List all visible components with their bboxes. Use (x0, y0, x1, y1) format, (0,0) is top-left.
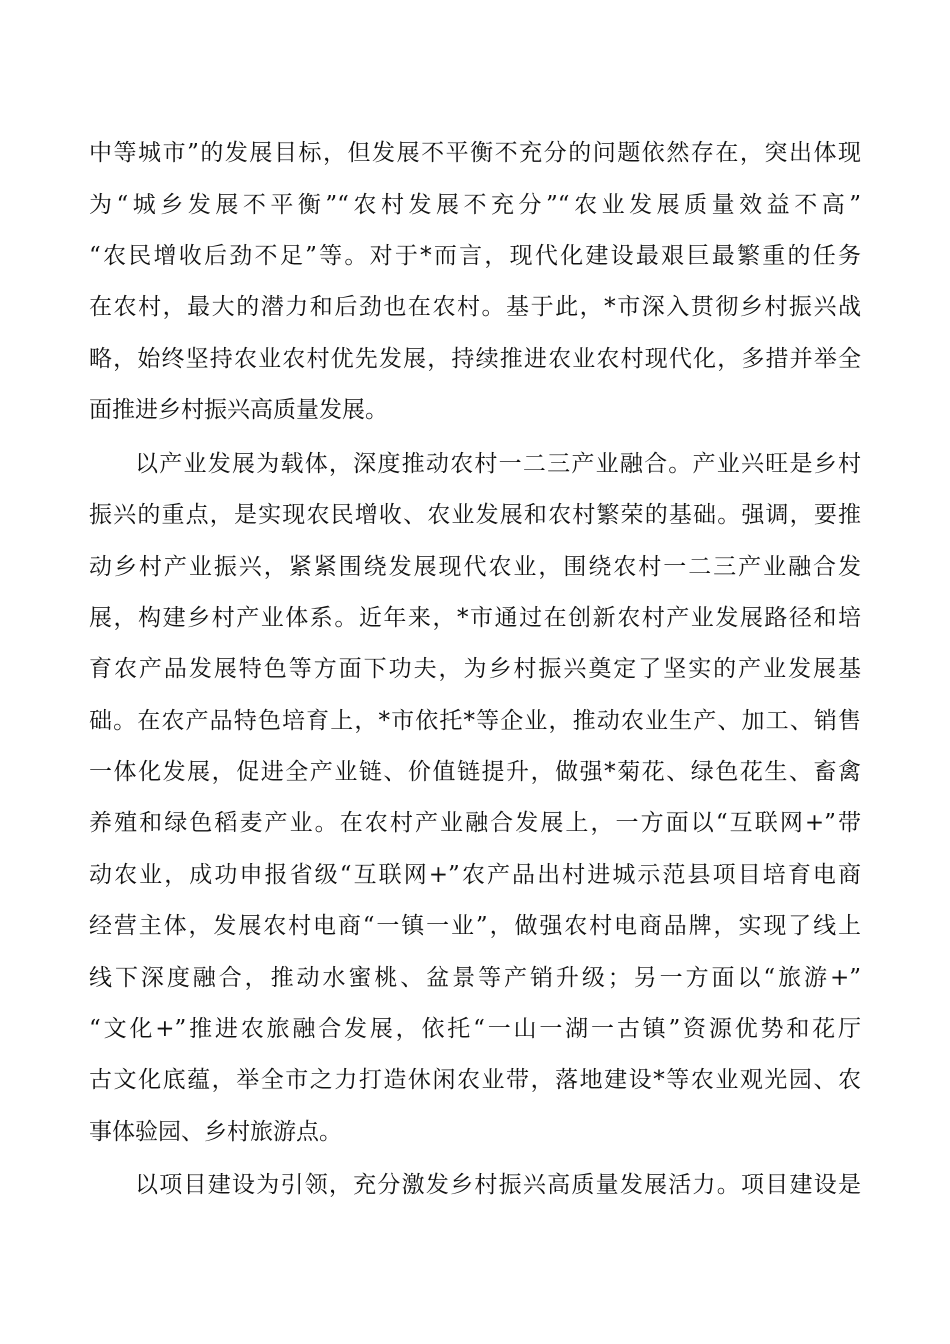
text-line: 事体验园、乡村旅游点。 (89, 1119, 342, 1145)
text-line: 经营主体，发展农村电商“一镇一业”，做强农村电商品牌，实现了线上 (89, 913, 861, 939)
text-line: 一体化发展，促进全产业链、价值链提升，做强*菊花、绿色花生、畜禽 (89, 759, 861, 785)
text-line: “文化+”推进农旅融合发展，依托“一山一湖一古镇”资源优势和花厅 (89, 1016, 861, 1042)
paragraph-first-line: 以产业发展为载体，深度推动农村一二三产业融合。产业兴旺是乡村 (135, 451, 861, 477)
text-line: 在农村，最大的潜力和后劲也在农村。基于此，*市深入贯彻乡村振兴战 (89, 294, 861, 320)
text-line: 础。在农产品特色培育上，*市依托*等企业，推动农业生产、加工、销售 (89, 708, 861, 734)
text-line: 古文化底蕴，举全市之力打造休闲农业带，落地建设*等农业观光园、农 (89, 1067, 861, 1093)
text-line: “农民增收后劲不足”等。对于*而言，现代化建设最艰巨最繁重的任务 (89, 243, 861, 269)
text-line: 展，构建乡村产业体系。近年来，*市通过在创新农村产业发展路径和培 (89, 605, 861, 631)
text-line: 育农产品发展特色等方面下功夫，为乡村振兴奠定了坚实的产业发展基 (89, 656, 861, 682)
text-line: 养殖和绿色稻麦产业。在农村产业融合发展上，一方面以“互联网+”带 (89, 810, 861, 836)
text-line: 中等城市”的发展目标，但发展不平衡不充分的问题依然存在，突出体现 (89, 140, 861, 166)
paragraph-first-line: 以项目建设为引领，充分激发乡村振兴高质量发展活力。项目建设是 (135, 1172, 861, 1198)
text-line: 振兴的重点，是实现农民增收、农业发展和农村繁荣的基础。强调，要推 (89, 502, 861, 528)
text-line: 面推进乡村振兴高质量发展。 (89, 397, 388, 423)
text-line: 线下深度融合，推动水蜜桃、盆景等产销升级；另一方面以“旅游+” (89, 965, 861, 991)
text-line: 动农业，成功申报省级“互联网+”农产品出村进城示范县项目培育电商 (89, 862, 861, 888)
text-line: 动乡村产业振兴，紧紧围绕发展现代农业，围绕农村一二三产业融合发 (89, 554, 861, 580)
text-line: 略，始终坚持农业农村优先发展，持续推进农业农村现代化，多措并举全 (89, 346, 861, 372)
text-line: 为“城乡发展不平衡”“农村发展不充分”“农业发展质量效益不高” (89, 192, 861, 218)
